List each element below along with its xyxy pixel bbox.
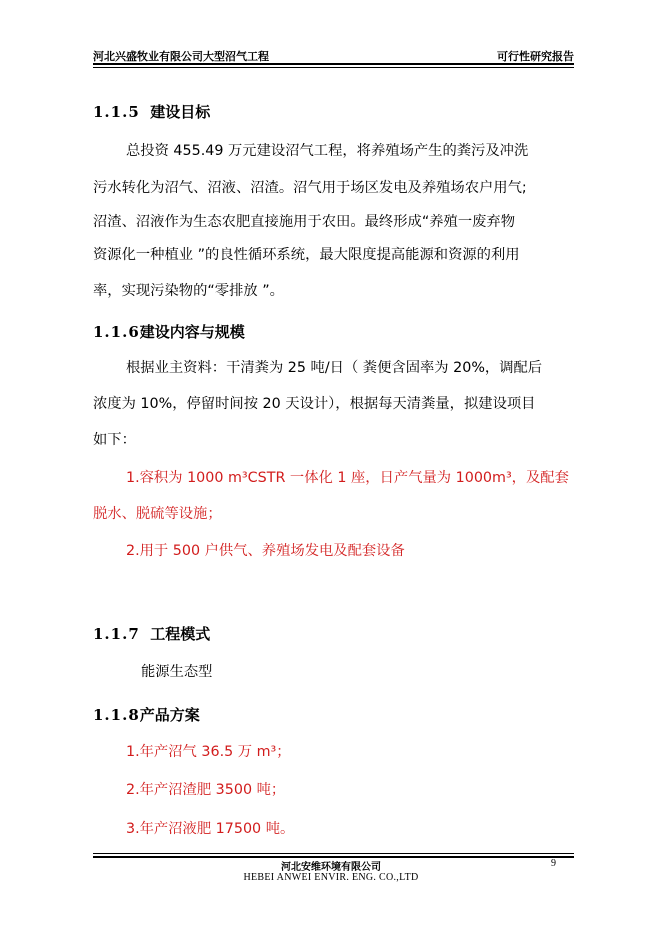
header-project-title: 河北兴盛牧业有限公司大型沼气工程 (93, 50, 269, 63)
paragraph-line: 根据业主资料：干清粪为 25 吨/日（ 粪便含固率为 20%，调配后 (126, 360, 543, 376)
list-item: 1.年产沼气 36.5 万 m³； (126, 744, 291, 760)
paragraph-line: 资源化一种植业 ”的良性循环系统，最大限度提高能源和资源的利用 (93, 247, 520, 263)
section-number: 1.1.7 (93, 625, 140, 643)
page-header (93, 44, 574, 64)
list-item: 3.年产沼液肥 17500 吨。 (126, 821, 295, 837)
page-number: 9 (551, 858, 556, 869)
section-title: 建设目标 (150, 103, 211, 121)
header-rule-thick (93, 63, 574, 65)
footer-company-cn: 河北安维环境有限公司 (281, 862, 381, 873)
paragraph-line: 浓度为 10%，停留时间按 20 天设计），根据每天清粪量，拟建设项目 (93, 396, 536, 412)
section-number: 1.1.5 (93, 103, 140, 121)
section-heading-1-1-7 (93, 623, 210, 644)
section-heading-1-1-8 (93, 704, 200, 725)
section-heading-1-1-5 (93, 101, 210, 122)
footer-company-en: HEBEI ANWEI ENVIR. ENG. CO.,LTD (243, 872, 419, 883)
section-title: 工程模式 (150, 625, 211, 643)
paragraph-line: 如下： (93, 432, 136, 448)
section-heading-1-1-6 (93, 321, 245, 342)
section-title: 建设内容与规模 (139, 323, 245, 341)
paragraph-line: 率，实现污染物的“零排放 ”。 (93, 283, 284, 299)
list-item: 1.容积为 1000 m³CSTR 一体化 1 座，日产气量为 1000m³，及配套 (126, 470, 569, 486)
header-rule-thin (93, 67, 574, 68)
section-number: 1.1.6 (93, 323, 140, 341)
paragraph-line: 总投资 455.49 万元建设沼气工程，将养殖场产生的粪污及冲洗 (126, 143, 529, 159)
footer-rule-thin (93, 853, 574, 854)
paragraph-line: 沼渣、沼液作为生态农肥直接施用于农田。最终形成“养殖一废弃物 (93, 214, 516, 230)
list-item-continuation: 脱水、脱硫等设施； (93, 506, 222, 522)
section-title: 产品方案 (139, 706, 200, 724)
paragraph-line: 污水转化为沼气、沼液、沼渣。沼气用于场区发电及养殖场农户用气; (93, 180, 527, 196)
header-report-title: 可行性研究报告 (497, 50, 574, 63)
list-item: 2.用于 500 户供气、养殖场发电及配套设备 (126, 543, 405, 559)
paragraph-line: 能源生态型 (141, 664, 213, 680)
list-item: 2.年产沼渣肥 3500 吨； (126, 782, 286, 798)
section-number: 1.1.8 (93, 706, 140, 724)
